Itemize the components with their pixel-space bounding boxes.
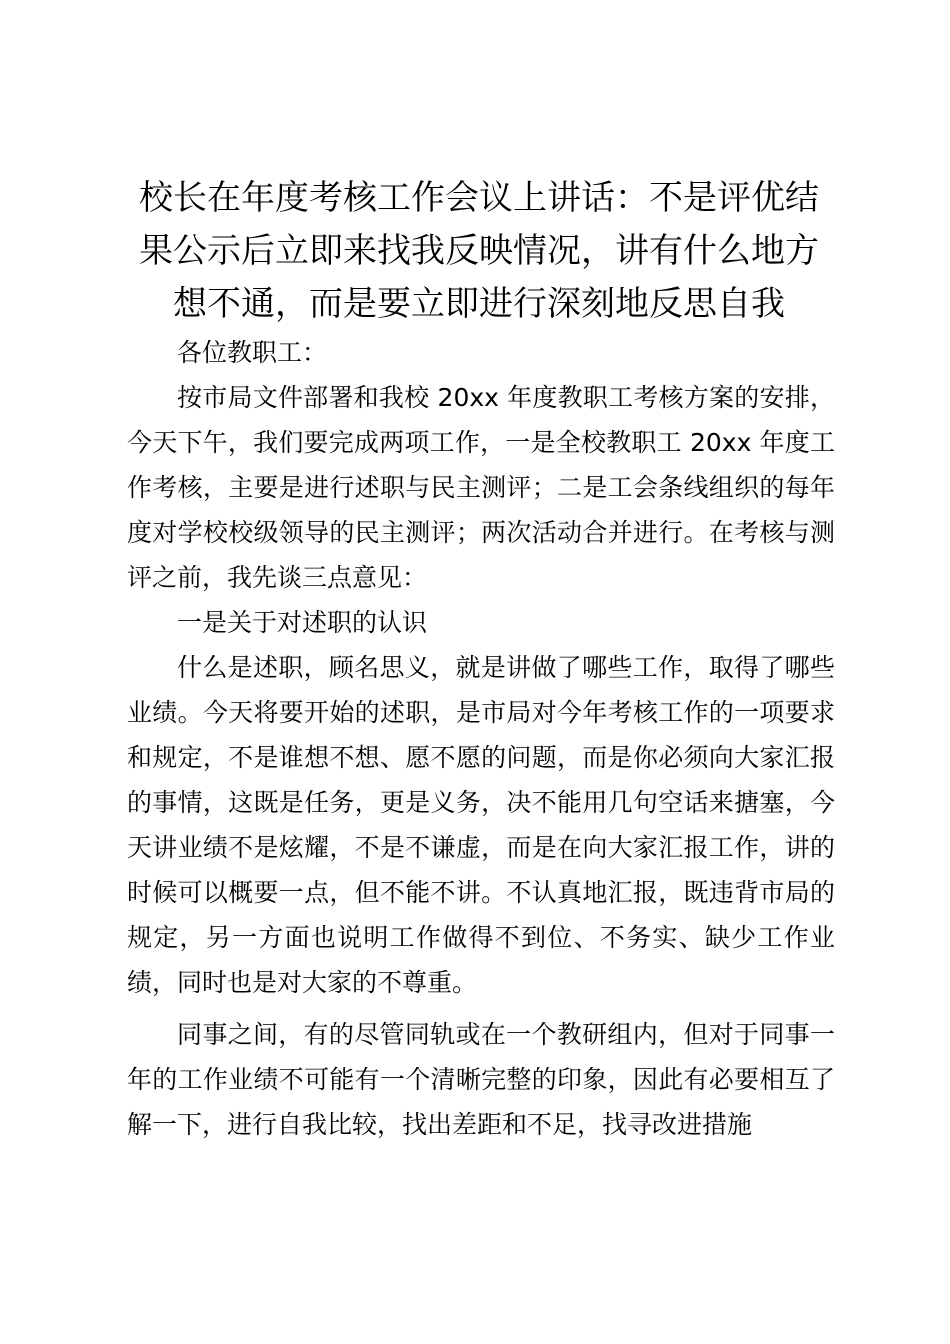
paragraph-intro: 按市局文件部署和我校 20xx 年度教职工考核方案的安排，今天下午，我们要完成两项工作，一是全校教职工 20xx 年度工作考核，主要是进行述职与民主测评；二是工会条线组织的每年度对学校校级领导的民主测评；两次活动合并进行。在考核与测评之前，我先谈三点意见： <box>127 383 835 592</box>
paragraph-reporting: 什么是述职，顾名思义，就是讲做了哪些工作，取得了哪些业绩。今天将要开始的述职，是市局对今年考核工作的一项要求和规定，不是谁想不想、愿不愿的问题，而是你必须向大家汇报的事情，这既是任务，更是义务，决不能用几句空话来搪塞，今天讲业绩不是炫耀，不是不谦虚，而是在向大家汇报工作，讲的时候可以概要一点，但不能不讲。不认真地汇报，既违背市局的规定，另一方面也说明工作做得不到位、不务实、缺少工作业绩，同时也是对大家的不尊重。 <box>127 653 835 997</box>
section-heading-1: 一是关于对述职的认识 <box>177 608 428 637</box>
document-title: 校长在年度考核工作会议上讲话：不是评优结果公示后立即来找我反映情况，讲有什么地方想不通，而是要立即进行深刻地反思自我 <box>139 178 819 324</box>
document-body <box>127 330 835 1147</box>
salutation: 各位教职工： <box>177 338 328 367</box>
paragraph-colleagues: 同事之间，有的尽管同轨或在一个教研组内，但对于同事一年的工作业绩不可能有一个清晰完整的印象，因此有必要相互了解一下，进行自我比较，找出差距和不足，找寻改进措施 <box>127 1020 835 1139</box>
